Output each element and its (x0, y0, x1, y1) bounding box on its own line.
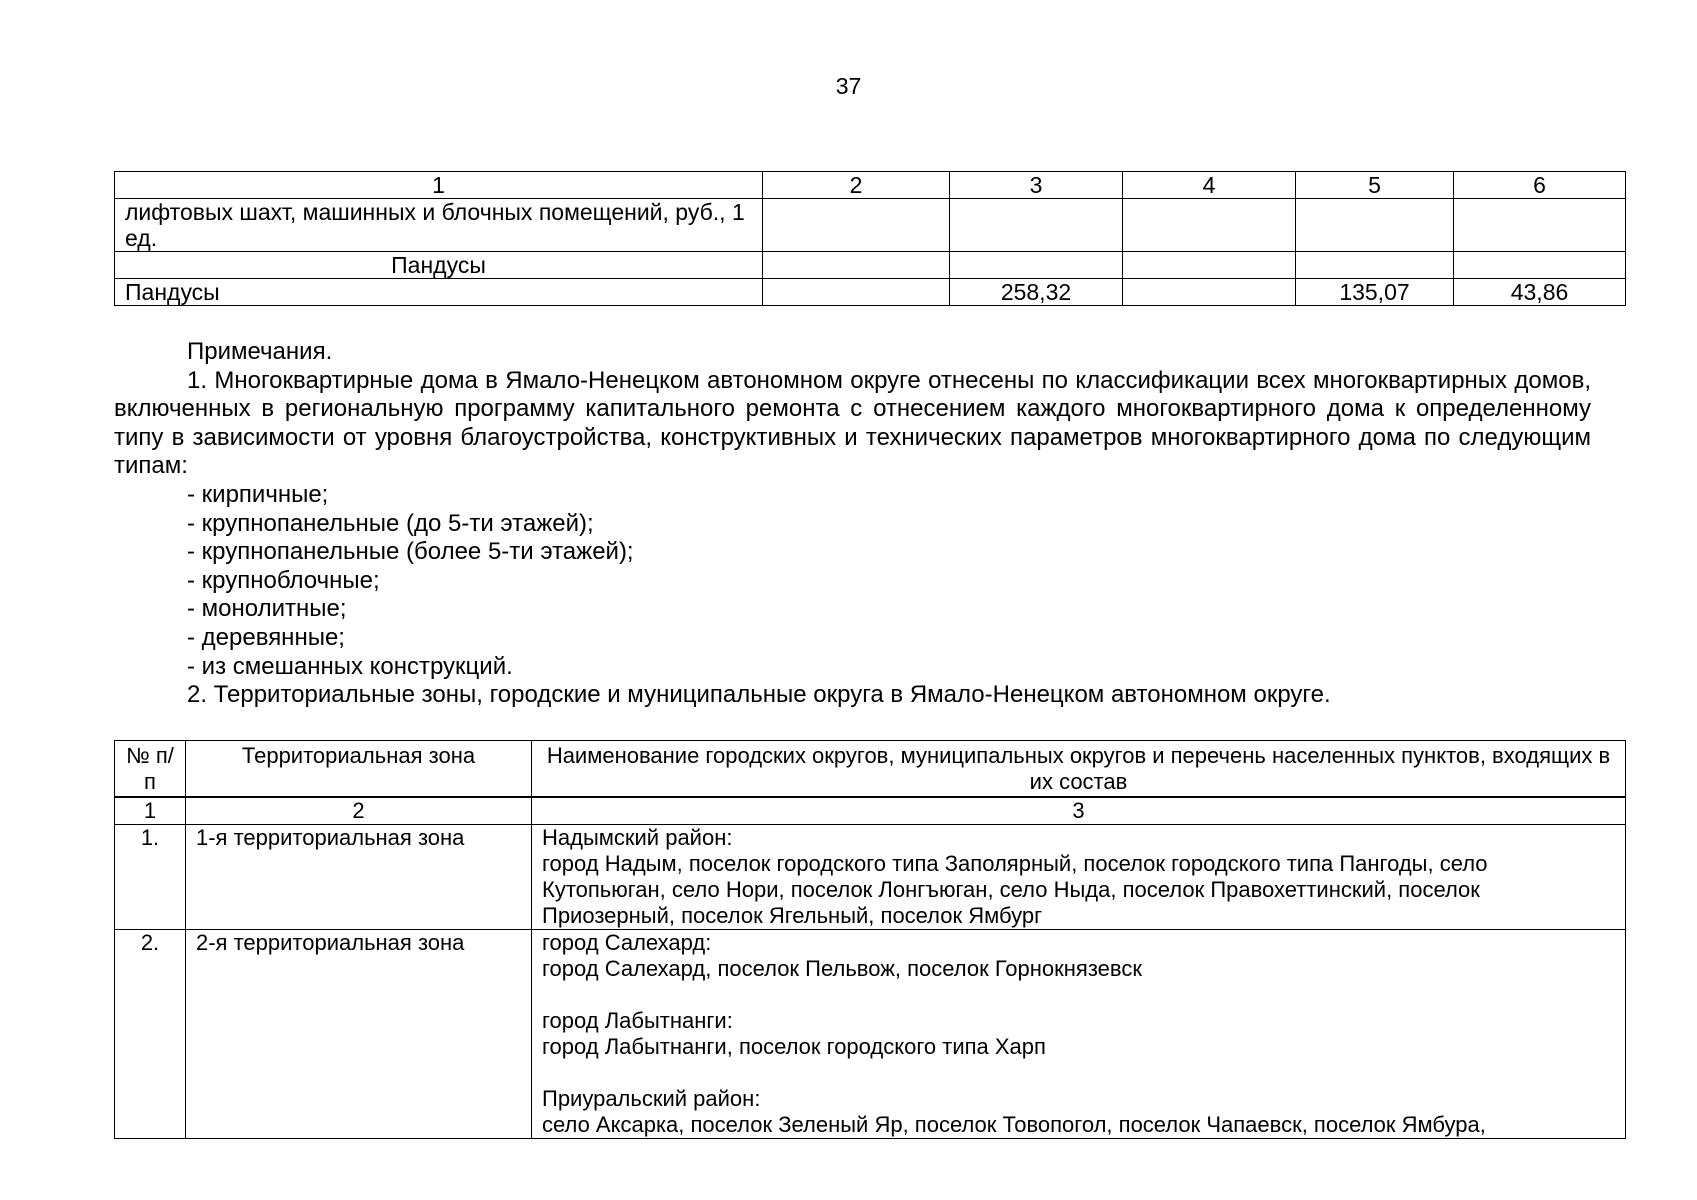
table-cell (1454, 199, 1626, 252)
table-header-row (115, 741, 1626, 797)
settlement-list: город Лабытнанги, поселок городского типа Харп (542, 1034, 1046, 1059)
column-number-row (115, 798, 1626, 825)
district-name: город Салехард: (542, 930, 712, 955)
column-number: 4 (1123, 172, 1296, 199)
column-number: 2 (186, 798, 532, 825)
column-number: 6 (1454, 172, 1626, 199)
settlement-list: город Салехард, поселок Пельвож, поселок Горнокнязевск (542, 956, 1142, 981)
column-number: 2 (763, 172, 950, 199)
table-cell: 135,07 (1296, 279, 1454, 306)
table-row (115, 279, 1626, 306)
table-cell (950, 252, 1123, 279)
house-type-item: - кирпичные; (187, 480, 329, 508)
row-label: лифтовых шахт, машинных и блочных помещений, руб., 1 ед. (115, 199, 763, 252)
table-row (115, 930, 1626, 1139)
table-cell: 43,86 (1454, 279, 1626, 306)
section-heading: Пандусы (115, 252, 763, 279)
table-cell (1123, 279, 1296, 306)
table-row (115, 199, 1626, 252)
settlements-cell (532, 930, 1626, 1139)
column-number: 5 (1296, 172, 1454, 199)
column-number: 3 (950, 172, 1123, 199)
cost-table (114, 171, 1626, 306)
district-name: Надымский район: (542, 825, 733, 850)
table-cell (1123, 199, 1296, 252)
table-cell: 258,32 (950, 279, 1123, 306)
table-header-row (115, 172, 1626, 199)
table-cell (1296, 252, 1454, 279)
table-section-row (115, 252, 1626, 279)
zones-table-header (114, 740, 1626, 797)
house-type-item: - из смешанных конструкций. (187, 652, 513, 680)
header-zone: Территориальная зона (186, 741, 532, 797)
settlement-list: село Аксарка, поселок Зеленый Яр, поселок Товопогол, поселок Чапаевск, поселок Ямбура, (542, 1112, 1486, 1137)
column-number: 3 (532, 798, 1626, 825)
note-paragraph-2: 2. Территориальные зоны, городские и муниципальные округа в Ямало-Ненецком автономном округе. (187, 681, 1331, 709)
district-name: Приуральский район: (542, 1086, 761, 1111)
table-row (115, 825, 1626, 930)
settlement-list: город Надым, поселок городского типа Заполярный, поселок городского типа Пангоды, село Кутопьюган, село Нори, поселок Лонгъюган, село Ныда, поселок Правохеттинский, поселок Приозерный, поселок Ягельный, поселок Ямбург (542, 851, 1488, 928)
page-number: 37 (835, 73, 862, 99)
house-type-item: - деревянные; (187, 623, 345, 651)
house-types-list (114, 481, 1591, 681)
zones-table (114, 797, 1626, 1139)
column-number: 1 (115, 172, 763, 199)
zone-name: 1-я территориальная зона (186, 825, 532, 930)
table-cell (763, 252, 950, 279)
house-type-item: - монолитные; (187, 595, 347, 623)
house-type-item: - крупнопанельные (до 5-ти этажей); (187, 509, 594, 537)
settlements-cell (532, 825, 1626, 930)
note-paragraph-1: 1. Многоквартирные дома в Ямало-Ненецком автономном округе отнесены по классификации всех многоквартирных домов, включенных в региональную программу капитального ремонта с отнесением каждого многоквартирного дома к определенному типу в зависимости от уровня благоустройства, конструктивных и технических параметров многоквартирного дома по следующим типам: (114, 366, 1591, 480)
table-cell (1454, 252, 1626, 279)
house-type-item: - крупнопанельные (более 5-ти этажей); (187, 538, 634, 566)
notes-section (114, 338, 1591, 710)
header-settlements: Наименование городских округов, муниципальных округов и перечень населенных пунктов, входящих в их состав (532, 741, 1626, 797)
table-cell (1296, 199, 1454, 252)
spacer (542, 982, 1615, 1008)
row-label: Пандусы (115, 279, 763, 306)
zone-name: 2-я территориальная зона (186, 930, 532, 1139)
table-cell (950, 199, 1123, 252)
row-number: 2. (115, 930, 186, 1139)
row-number: 1. (115, 825, 186, 930)
house-type-item: - крупноблочные; (187, 566, 380, 594)
table-cell (763, 279, 950, 306)
spacer (542, 1060, 1615, 1086)
table-cell (763, 199, 950, 252)
table-cell (1123, 252, 1296, 279)
column-number: 1 (115, 798, 186, 825)
district-name: город Лабытнанги: (542, 1008, 733, 1033)
header-number: № п/п (115, 741, 186, 797)
notes-title: Примечания. (187, 338, 333, 365)
